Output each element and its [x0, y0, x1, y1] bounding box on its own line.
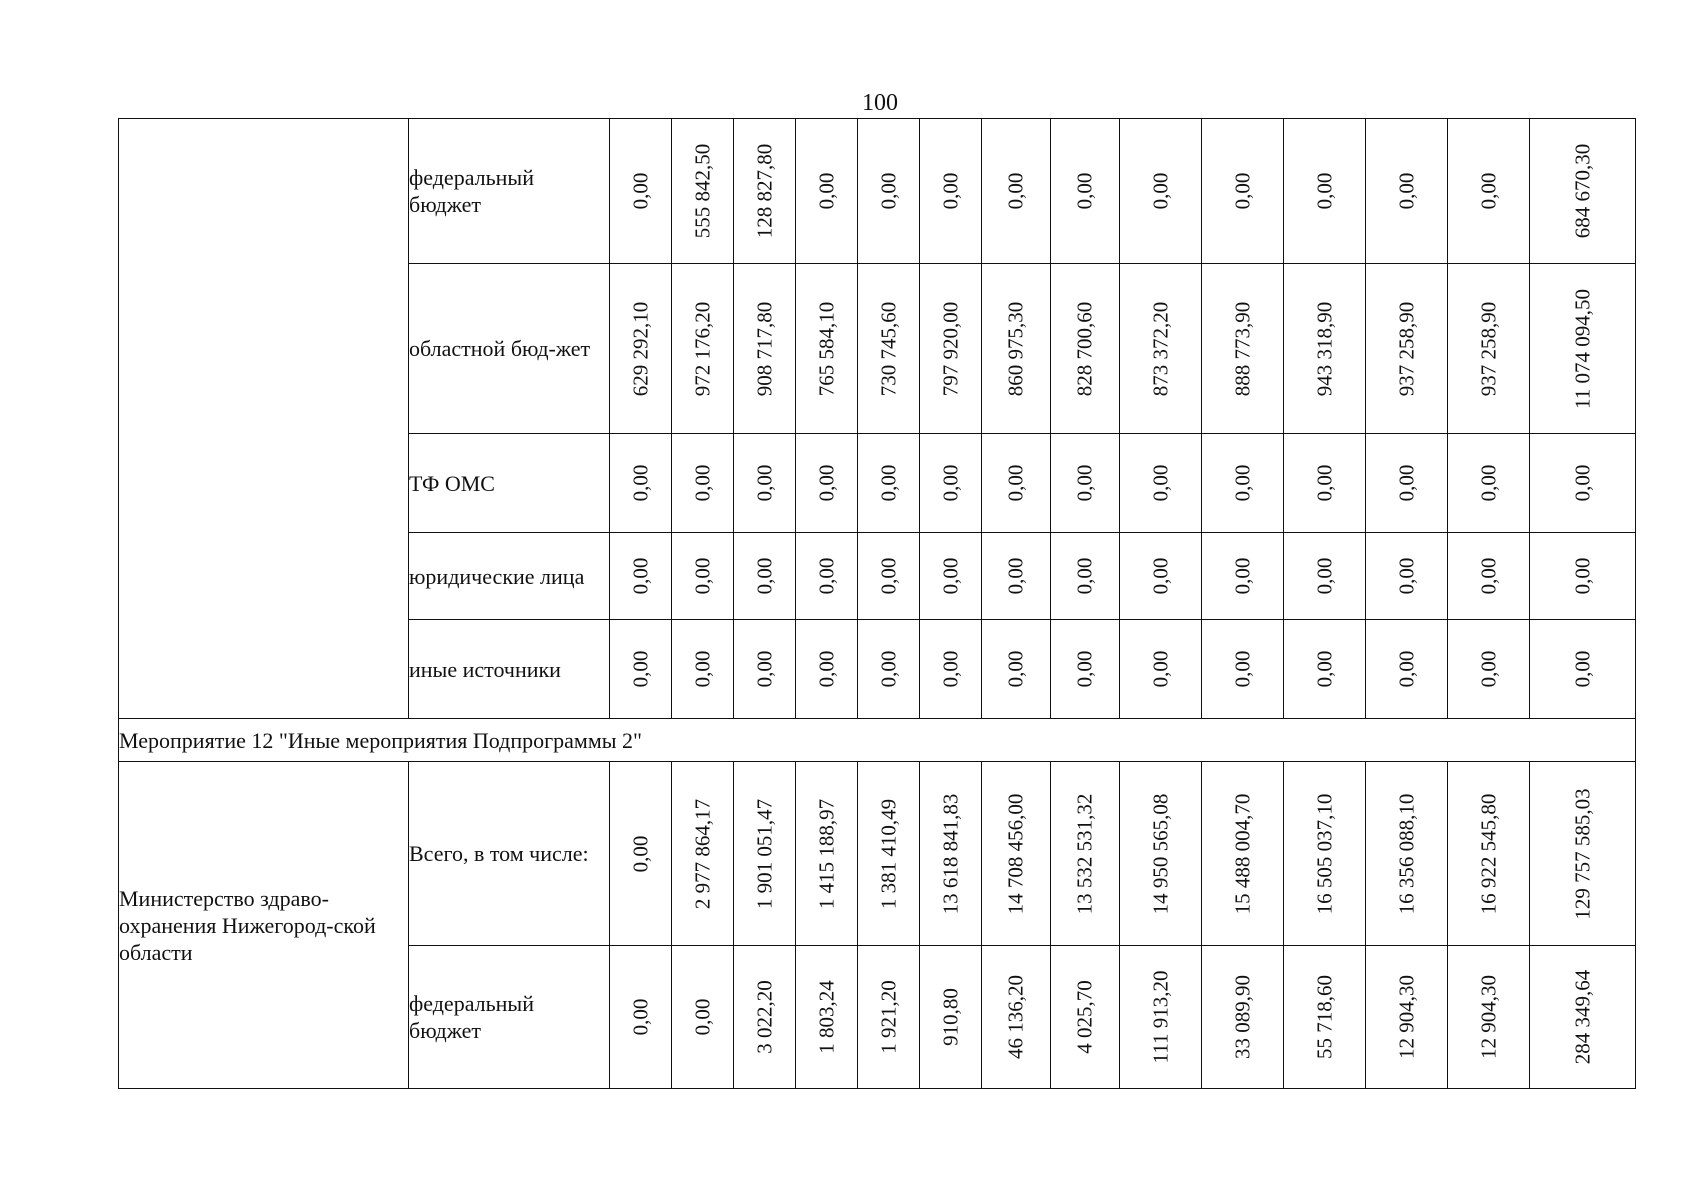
amount-cell: [1202, 946, 1284, 1089]
amount-cell: [1530, 946, 1636, 1089]
amount-cell: [672, 119, 734, 264]
amount-value: 2 977 864,17: [690, 798, 714, 909]
amount-value: 0,00: [876, 172, 900, 210]
amount-cell: [796, 946, 858, 1089]
amount-cell: [672, 434, 734, 533]
amount-cell: [1448, 119, 1530, 264]
amount-value: 1 803,24: [814, 980, 838, 1054]
amount-value: 0,00: [1072, 172, 1097, 210]
amount-value: 0,00: [814, 172, 838, 210]
funding-source-cell: юридические лица: [409, 533, 610, 620]
amount-cell: [1530, 620, 1636, 719]
amount-value: 12 904,30: [1394, 975, 1418, 1059]
amount-value: 0,00: [628, 172, 652, 210]
amount-cell: [1530, 264, 1636, 434]
amount-value: 0,00: [752, 650, 776, 688]
amount-value: 943 318,90: [1312, 301, 1336, 396]
amount-cell: [610, 264, 672, 434]
amount-value: 14 708 456,00: [1003, 793, 1028, 914]
amount-cell: [734, 434, 796, 533]
amount-value: 0,00: [814, 650, 838, 688]
amount-cell: [1448, 264, 1530, 434]
amount-cell: [796, 119, 858, 264]
amount-value: 0,00: [1394, 464, 1418, 502]
amount-cell: [1366, 434, 1448, 533]
amount-value: 0,00: [1072, 464, 1097, 502]
amount-value: 730 745,60: [876, 301, 900, 396]
amount-value: 0,00: [1312, 172, 1336, 210]
amount-value: 46 136,20: [1003, 975, 1028, 1059]
amount-cell: [672, 620, 734, 719]
amount-cell: [920, 762, 982, 946]
amount-value: 0,00: [1394, 172, 1418, 210]
amount-cell: [796, 434, 858, 533]
amount-value: 0,00: [938, 557, 962, 595]
amount-cell: [858, 946, 920, 1089]
lower-block: [119, 762, 1636, 1089]
amount-cell: [920, 434, 982, 533]
amount-value: 129 757 585,03: [1570, 787, 1594, 920]
amount-value: 765 584,10: [814, 301, 838, 396]
amount-cell: [796, 620, 858, 719]
amount-cell: [1120, 533, 1202, 620]
funding-source-cell: федеральный бюджет: [409, 946, 610, 1089]
amount-value: 0,00: [628, 650, 652, 688]
amount-cell: [982, 762, 1051, 946]
amount-cell: [1051, 533, 1120, 620]
amount-cell: [672, 946, 734, 1089]
amount-cell: [982, 946, 1051, 1089]
amount-value: 0,00: [1476, 464, 1500, 502]
amount-cell: [1120, 762, 1202, 946]
amount-value: 873 372,20: [1148, 301, 1172, 396]
amount-value: 0,00: [690, 650, 714, 688]
amount-cell: [982, 434, 1051, 533]
amount-cell: [1051, 620, 1120, 719]
amount-value: 0,00: [628, 835, 652, 872]
amount-value: 0,00: [1003, 557, 1028, 595]
amount-value: 0,00: [1003, 650, 1028, 688]
amount-value: 15 488 004,70: [1230, 793, 1254, 914]
amount-value: 629 292,10: [628, 301, 652, 396]
amount-value: 128 827,80: [752, 143, 776, 239]
amount-cell: [610, 946, 672, 1089]
amount-value: 0,00: [752, 557, 776, 595]
amount-value: 0,00: [1312, 464, 1336, 502]
amount-cell: [1530, 762, 1636, 946]
amount-value: 33 089,90: [1230, 975, 1254, 1059]
amount-cell: [1202, 119, 1284, 264]
amount-cell: [610, 762, 672, 946]
amount-value: 111 913,20: [1148, 970, 1172, 1064]
amount-value: 4 025,70: [1072, 980, 1097, 1054]
amount-cell: [1202, 434, 1284, 533]
amount-value: 0,00: [1312, 557, 1336, 595]
funding-source-cell: федеральный бюджет: [409, 119, 610, 264]
amount-cell: [1051, 119, 1120, 264]
amount-cell: [1202, 533, 1284, 620]
amount-cell: [796, 762, 858, 946]
amount-cell: [858, 434, 920, 533]
amount-cell: [982, 620, 1051, 719]
amount-value: 0,00: [690, 464, 714, 502]
amount-cell: [1284, 119, 1366, 264]
amount-cell: [1120, 434, 1202, 533]
amount-value: 0,00: [814, 464, 838, 502]
amount-value: 0,00: [1148, 172, 1172, 210]
amount-cell: [1530, 119, 1636, 264]
amount-value: 0,00: [1570, 650, 1594, 688]
amount-value: 16 505 037,10: [1312, 793, 1336, 914]
amount-cell: [1530, 434, 1636, 533]
amount-cell: [858, 762, 920, 946]
amount-value: 1 921,20: [876, 980, 900, 1054]
amount-value: 0,00: [876, 557, 900, 595]
funding-table: [118, 118, 1636, 1089]
amount-cell: [920, 119, 982, 264]
amount-value: 0,00: [1570, 557, 1594, 595]
amount-cell: [920, 946, 982, 1089]
amount-value: 0,00: [1003, 172, 1028, 210]
amount-cell: [1366, 533, 1448, 620]
amount-cell: [1120, 620, 1202, 719]
funding-source-cell: Всего, в том числе:: [409, 762, 610, 946]
amount-value: 0,00: [628, 557, 652, 595]
amount-value: 0,00: [814, 557, 838, 595]
amount-cell: [734, 533, 796, 620]
amount-value: 888 773,90: [1230, 301, 1254, 396]
amount-value: 0,00: [1476, 650, 1500, 688]
amount-cell: [672, 264, 734, 434]
amount-cell: [982, 264, 1051, 434]
amount-value: 13 618 841,83: [938, 793, 962, 914]
amount-cell: [858, 119, 920, 264]
amount-cell: [1284, 946, 1366, 1089]
amount-value: 16 356 088,10: [1394, 793, 1418, 914]
funding-source-cell: областной бюд-жет: [409, 264, 610, 434]
amount-value: 0,00: [690, 998, 714, 1036]
amount-value: 937 258,90: [1476, 301, 1500, 396]
amount-cell: [1051, 264, 1120, 434]
amount-value: 937 258,90: [1394, 301, 1418, 396]
amount-value: 11 074 094,50: [1570, 288, 1594, 409]
amount-cell: [1051, 762, 1120, 946]
amount-value: 0,00: [938, 172, 962, 210]
amount-cell: [858, 620, 920, 719]
amount-value: 0,00: [1476, 557, 1500, 595]
amount-value: 1 381 410,49: [876, 798, 900, 909]
amount-value: 1 901 051,47: [752, 798, 776, 909]
amount-value: 0,00: [1148, 557, 1172, 595]
amount-cell: [1366, 119, 1448, 264]
amount-cell: [1202, 264, 1284, 434]
responsible-org-cell: Министерство здраво-охранения Нижегород-ской области: [119, 762, 409, 1089]
amount-value: 0,00: [1394, 650, 1418, 688]
amount-value: 555 842,50: [690, 143, 714, 239]
amount-value: 0,00: [1476, 172, 1500, 210]
amount-cell: [858, 264, 920, 434]
amount-cell: [1366, 264, 1448, 434]
amount-cell: [1448, 762, 1530, 946]
amount-cell: [1120, 119, 1202, 264]
amount-cell: [1284, 434, 1366, 533]
section-block: [119, 719, 1636, 762]
amount-cell: [1202, 762, 1284, 946]
amount-value: 797 920,00: [938, 301, 962, 396]
amount-cell: [1284, 762, 1366, 946]
amount-cell: [920, 264, 982, 434]
amount-value: 12 904,30: [1476, 975, 1500, 1059]
amount-value: 0,00: [628, 464, 652, 502]
table-row: [119, 119, 1636, 264]
amount-value: 0,00: [752, 464, 776, 502]
amount-value: 0,00: [1003, 464, 1028, 502]
amount-value: 0,00: [1312, 650, 1336, 688]
amount-cell: [1120, 946, 1202, 1089]
funding-source-cell: ТФ ОМС: [409, 434, 610, 533]
amount-value: 0,00: [938, 650, 962, 688]
amount-cell: [1530, 533, 1636, 620]
amount-cell: [1448, 533, 1530, 620]
amount-cell: [734, 946, 796, 1089]
amount-cell: [1366, 762, 1448, 946]
amount-value: 0,00: [1230, 464, 1254, 502]
section-row: [119, 719, 1636, 762]
amount-cell: [1448, 434, 1530, 533]
amount-value: 908 717,80: [752, 301, 776, 396]
amount-cell: [734, 762, 796, 946]
section-title: Мероприятие 12 "Иные мероприятия Подпрограммы 2": [119, 719, 1636, 762]
amount-cell: [982, 119, 1051, 264]
amount-value: 0,00: [628, 998, 652, 1036]
amount-cell: [1284, 533, 1366, 620]
amount-cell: [734, 620, 796, 719]
amount-cell: [672, 533, 734, 620]
amount-cell: [610, 620, 672, 719]
page-number: 100: [862, 90, 898, 116]
amount-cell: [796, 264, 858, 434]
amount-value: 13 532 531,32: [1072, 793, 1097, 914]
amount-cell: [734, 119, 796, 264]
amount-cell: [1366, 946, 1448, 1089]
amount-cell: [1366, 620, 1448, 719]
amount-cell: [796, 533, 858, 620]
amount-value: 0,00: [1570, 464, 1594, 502]
amount-value: 0,00: [876, 650, 900, 688]
amount-value: 0,00: [1394, 557, 1418, 595]
upper-block: [119, 119, 1636, 719]
amount-cell: [920, 533, 982, 620]
table-row: [119, 762, 1636, 946]
amount-cell: [858, 533, 920, 620]
amount-cell: [1284, 264, 1366, 434]
amount-value: 55 718,60: [1312, 975, 1336, 1059]
amount-value: 0,00: [1230, 557, 1254, 595]
funding-source-cell: иные источники: [409, 620, 610, 719]
amount-cell: [1202, 620, 1284, 719]
amount-value: 0,00: [1230, 650, 1254, 688]
amount-cell: [610, 119, 672, 264]
amount-cell: [920, 620, 982, 719]
amount-value: 3 022,20: [752, 980, 776, 1054]
amount-value: 14 950 565,08: [1148, 793, 1172, 914]
amount-value: 910,80: [938, 988, 962, 1046]
amount-cell: [734, 264, 796, 434]
amount-cell: [1120, 264, 1202, 434]
amount-cell: [1051, 946, 1120, 1089]
amount-cell: [982, 533, 1051, 620]
amount-value: 0,00: [1230, 172, 1254, 210]
amount-value: 284 349,64: [1570, 969, 1594, 1065]
amount-cell: [672, 762, 734, 946]
amount-value: 860 975,30: [1003, 301, 1028, 396]
amount-value: 684 670,30: [1570, 143, 1594, 239]
amount-value: 0,00: [1072, 557, 1097, 595]
amount-value: 0,00: [876, 464, 900, 502]
amount-value: 0,00: [690, 557, 714, 595]
amount-value: 0,00: [1072, 650, 1097, 688]
amount-value: 1 415 188,97: [814, 798, 838, 909]
amount-cell: [1448, 620, 1530, 719]
amount-value: 828 700,60: [1072, 301, 1097, 396]
amount-value: 0,00: [938, 464, 962, 502]
amount-value: 0,00: [1148, 650, 1172, 688]
responsible-org-cell: [119, 119, 409, 719]
amount-value: 0,00: [1148, 464, 1172, 502]
amount-cell: [1051, 434, 1120, 533]
amount-cell: [610, 434, 672, 533]
amount-value: 972 176,20: [690, 301, 714, 396]
amount-cell: [1448, 946, 1530, 1089]
amount-cell: [610, 533, 672, 620]
amount-cell: [1284, 620, 1366, 719]
amount-value: 16 922 545,80: [1476, 793, 1500, 914]
